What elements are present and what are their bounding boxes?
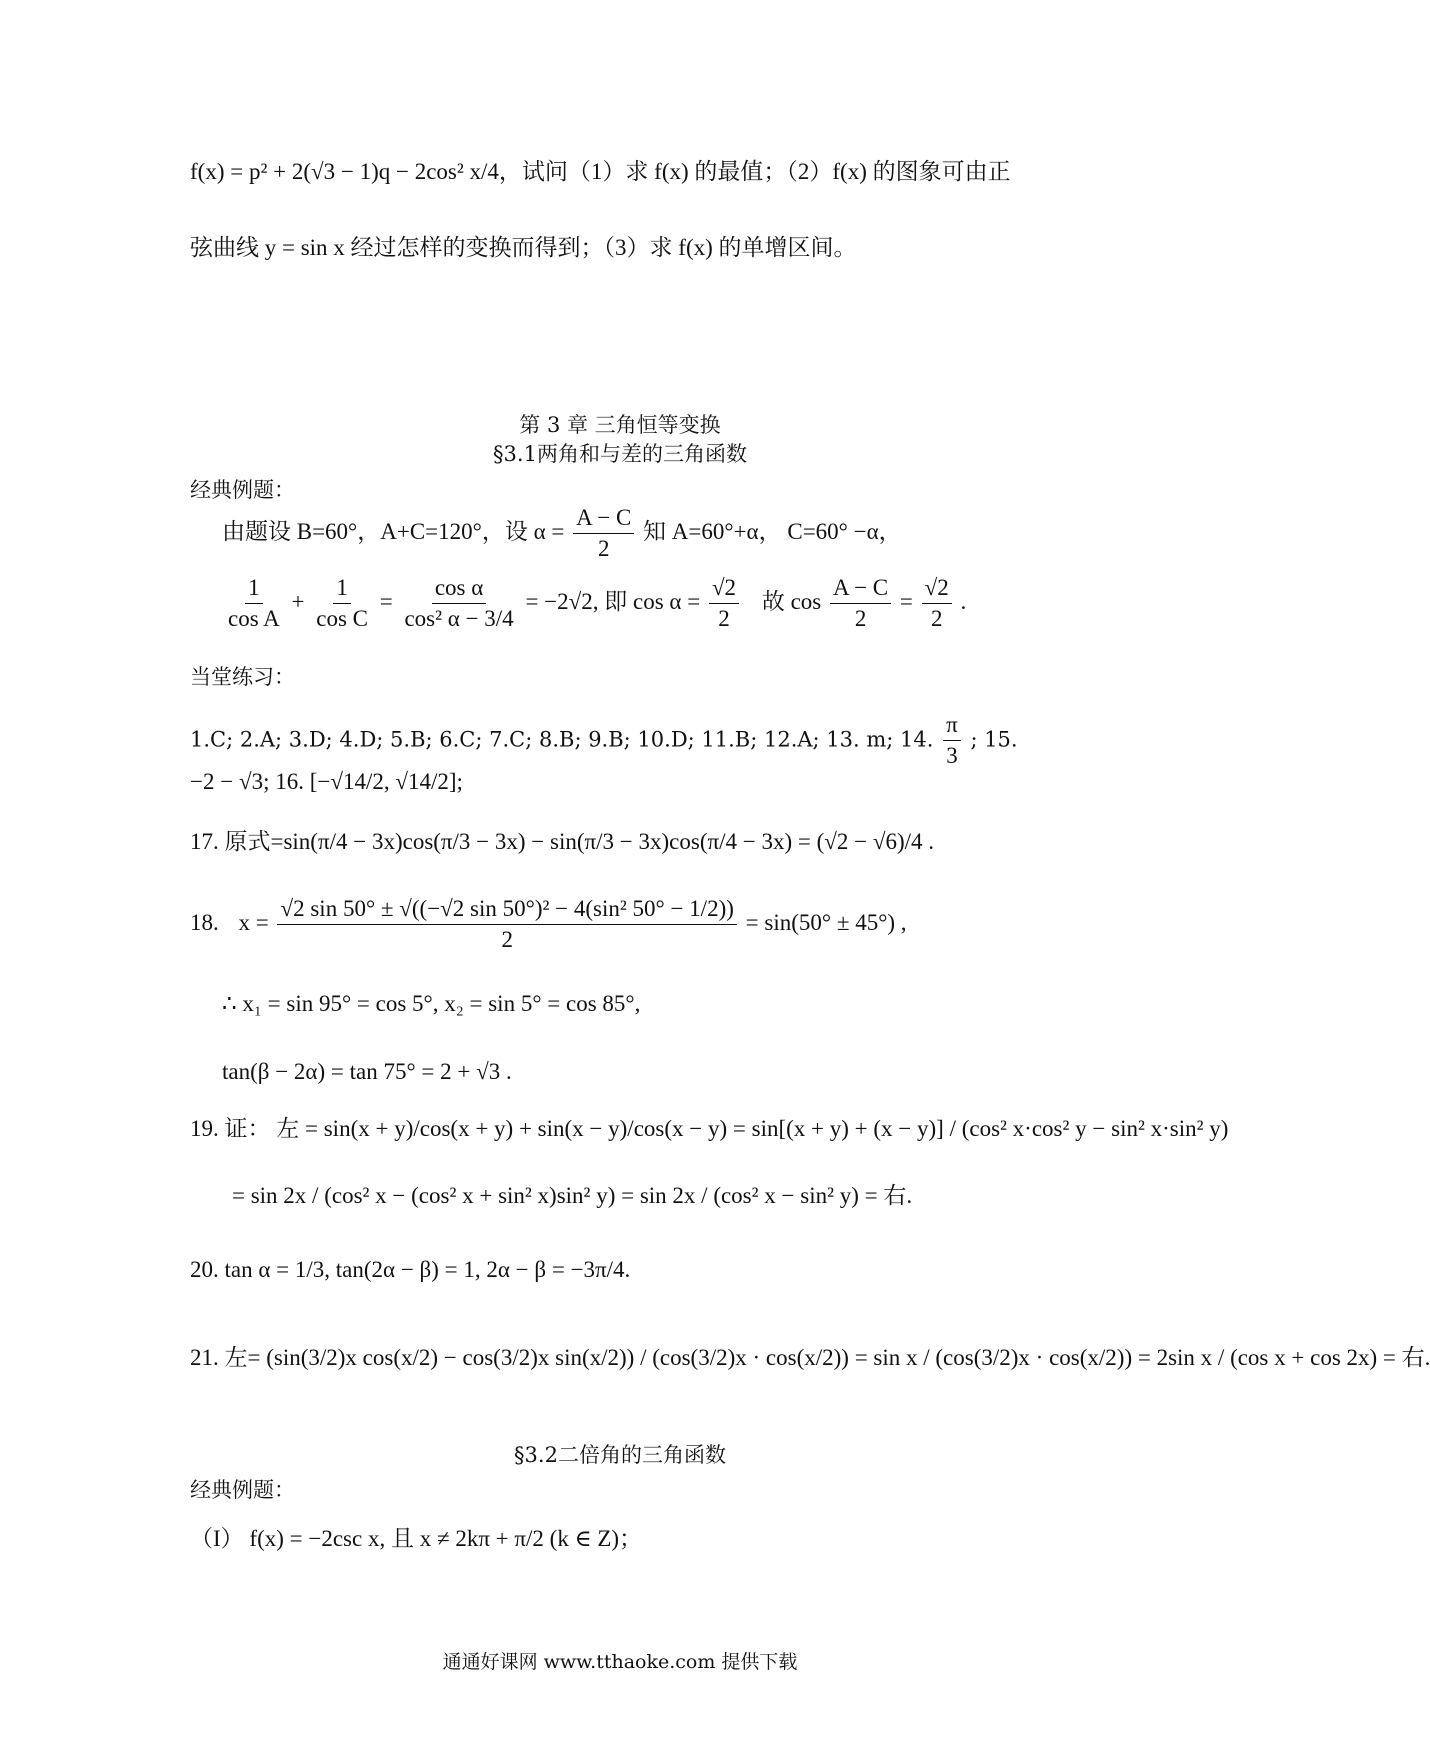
example-gu: 故 cos (761, 589, 822, 615)
frac-1-cosC: $\frac{1}{\text{cos C}}$ (316, 575, 368, 632)
problem-formula: f(x) = p² + 2(√3 − 1)q − 2cos² x/4 (190, 159, 499, 184)
section-3-2-title: §3.2二倍角的三角函数 (514, 1443, 726, 1467)
question-19 (190, 1115, 1228, 1143)
q19-line2: = sin 2x / (cos² x − (cos² x + sin² x)sin² y) = sin 2x / (cos² x − sin² y) = 右. (232, 1183, 913, 1208)
s32-item1: （I） f(x) = −2csc x, 且 x ≠ 2kπ + π/2 (k ∈ Z)； (190, 1526, 643, 1551)
q18-label: 18. (190, 910, 219, 936)
q19-line1: sin(x + y)/cos(x + y) + sin(x − y)/cos(x − y) = sin[(x + y) + (x − y)] / (cos² x·cos² y − sin² x·sin² y) (323, 1116, 1229, 1141)
frac-1-cosA: $\frac{1}{\text{cos A}}$ (228, 575, 280, 632)
example-label-1: 经典例题： (190, 478, 295, 502)
alpha-eq: α = (533, 519, 565, 545)
problem-intro-line2: 弦曲线 y = sin x 经过怎样的变换而得到；（3）求 f(x) 的单增区间。 (190, 235, 857, 260)
question-21: 21. 左= (sin(3/2)x cos(x/2) − cos(3/2)x sin(x/2)) / (cos(3/2)x · cos(x/2)) = sin x / (cos(3/2)x · cos(x/2)) = 2sin x / (cos x + cos 2x) = 右. (190, 1345, 1430, 1370)
example-mid: = −2√2, 即 cos α = (525, 589, 701, 615)
frac-pi-3: $\frac{\pi}{3}$ (943, 712, 961, 770)
example-end: . (960, 589, 967, 615)
frac-a-minus-c-2: $\frac{A - C}{2}$ (830, 575, 891, 633)
equals-sign: = (379, 589, 393, 615)
question-20: 20. tan α = 1/3, tan(2α − β) = 1, 2α − β = −3π/4. (190, 1257, 631, 1282)
q18-tail: = sin(50° ± 45°) , (745, 910, 907, 936)
example-text-a: 由题设 B=60°，A+C=120°，设 (222, 519, 528, 545)
question-17: 17. 原式=sin(π/4 − 3x)cos(π/3 − 3x) − sin(π/3 − 3x)cos(π/4 − 3x) = (√2 − √6)/4 . (190, 829, 935, 854)
q18-fraction: $\frac{\text{√2 sin 50° ± √((−√2 sin 50°)² − 4(sin² 50° − 1/2))}}{2}$ (277, 896, 736, 954)
answers-line1 (190, 712, 1018, 770)
answer-15-16-label: −2 − √3; 16. (190, 769, 304, 794)
example-line2 (222, 575, 966, 633)
q18-x: x = (238, 910, 269, 936)
frac-sqrt2-2-a: $\frac{√2}{2}$ (709, 575, 739, 633)
frac-a-minus-c: $\frac{A - C}{2}$ (573, 505, 634, 563)
answers-1-13: 1.C; 2.A; 3.D; 4.D; 5.B; 6.C; 7.C; 8.B; 9.B; 10.D; 11.B; 12.A; 13. m; 14. (190, 727, 934, 752)
problem-intro-line1 (190, 158, 1011, 186)
example-line1 (222, 505, 902, 563)
answers-tail: ; 15. (970, 727, 1018, 752)
section-3-1-title: §3.1两角和与差的三角函数 (493, 442, 747, 466)
footer: 通通好课网 www.tthaoke.com 提供下载 (442, 1651, 798, 1673)
plus-sign: + (291, 589, 305, 615)
q19-label: 19. 证： 左 = (190, 1116, 318, 1141)
frac-sqrt2-2-b: $\frac{√2}{2}$ (922, 575, 952, 633)
problem-text1: ，试问（1）求 f(x) 的最值；（2）f(x) 的图象可由正 (498, 159, 1011, 184)
example-label-2: 经典例题： (190, 1478, 295, 1502)
answers-line2 (190, 768, 463, 796)
example-text-b: 知 A=60°+α， C=60° −α， (643, 519, 902, 545)
chapter-title: 第 3 章 三角恒等变换 (519, 413, 721, 437)
answer-16: [−√14/2, √14/2]; (309, 769, 463, 794)
question-18 (190, 896, 907, 954)
q18-line2: ∴ x₁ = sin 95° = cos 5°, x₂ = sin 5° = cos 85°, (222, 991, 641, 1016)
frac-cos-alpha: $\frac{\text{cos α}}{\text{cos² α − 3/4}}$ (404, 575, 514, 632)
practice-label: 当堂练习： (190, 665, 295, 689)
equals-sign-2: = (899, 589, 913, 615)
q18-line3: tan(β − 2α) = tan 75° = 2 + √3 . (222, 1059, 512, 1084)
